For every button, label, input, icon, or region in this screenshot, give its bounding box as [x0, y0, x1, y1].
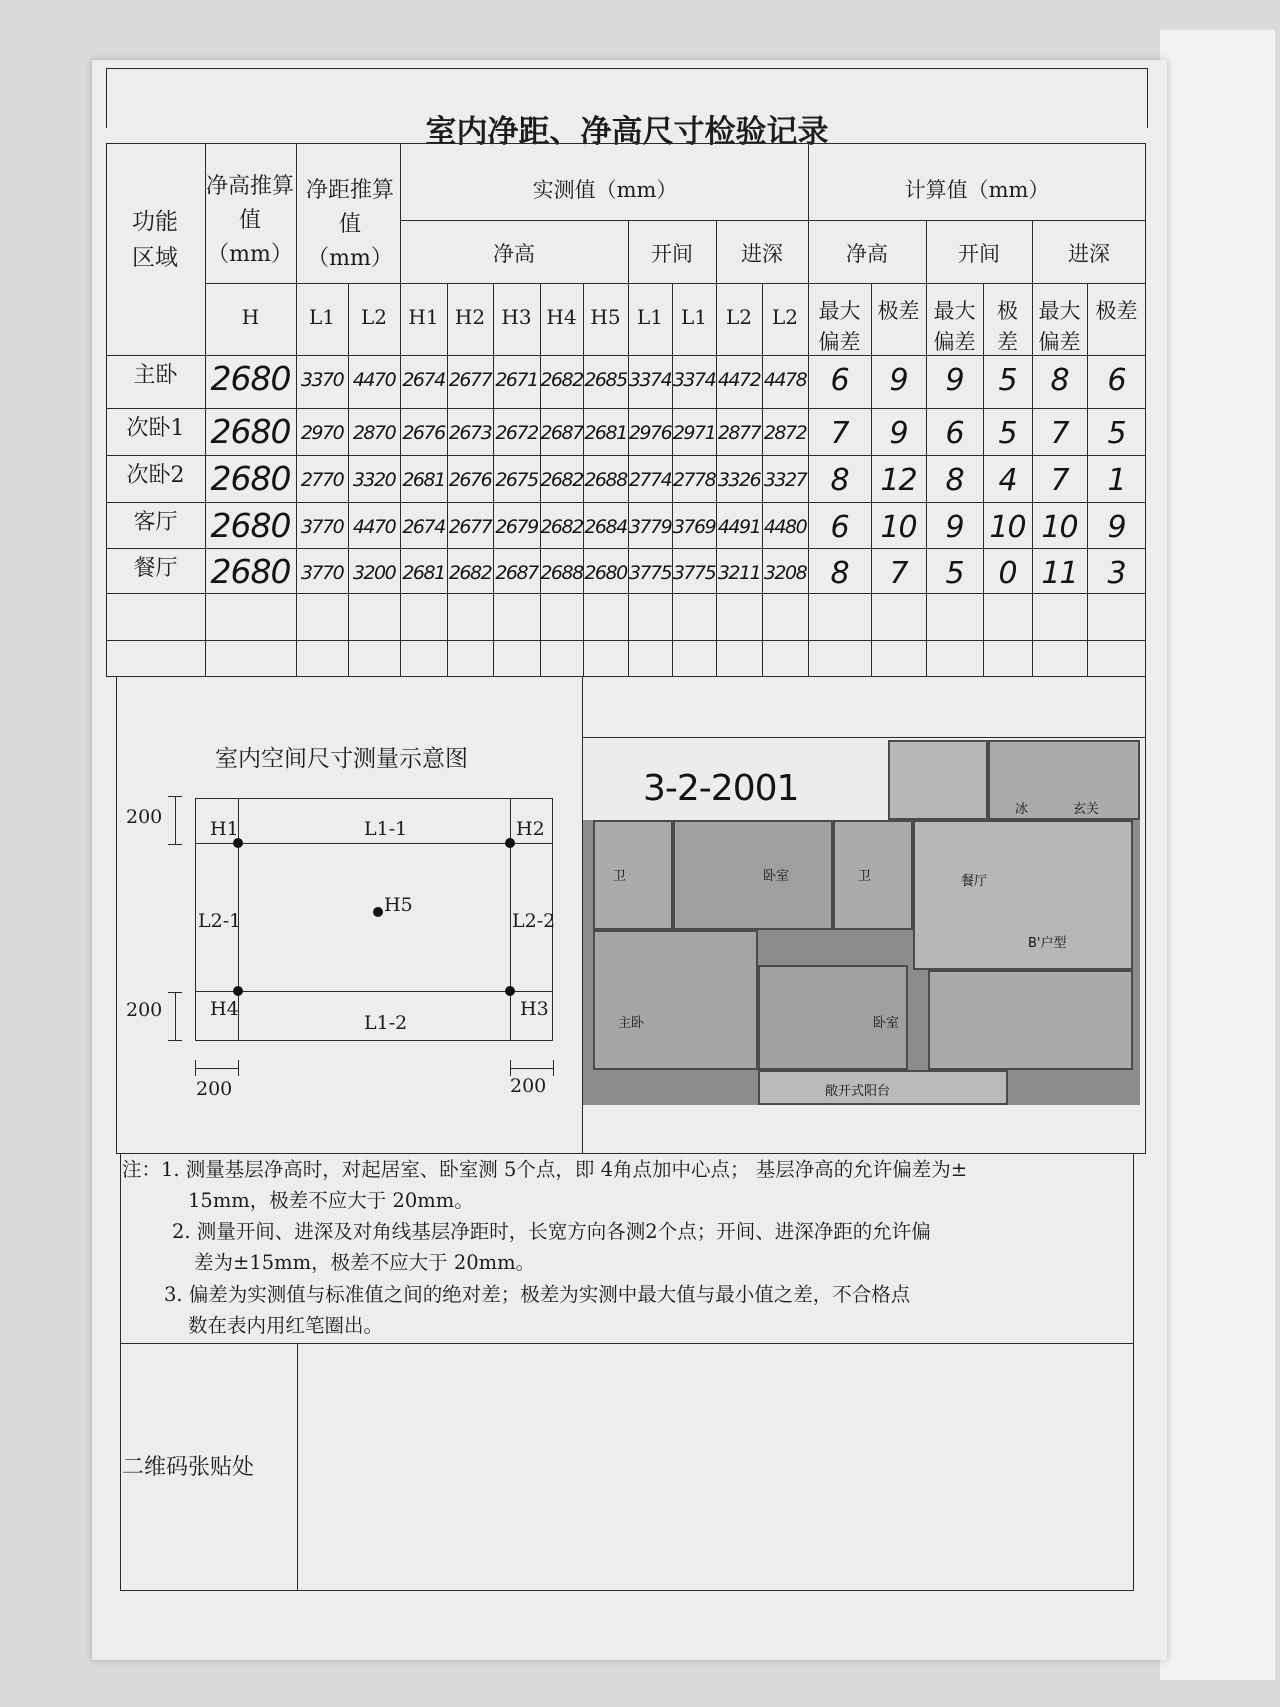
schematic-line-top [195, 843, 553, 844]
label-h5: H5 [384, 894, 413, 916]
dim-200-b: 200 [126, 999, 163, 1021]
label-l2-2: L2-2 [512, 910, 556, 932]
subhead-l1-8: L1 [636, 305, 663, 329]
row-area-label: 主卧 [133, 363, 178, 388]
cell-h: 2680 [210, 506, 291, 545]
row-line-5 [106, 593, 1146, 594]
cell-h1: 2674 [402, 369, 445, 391]
label-h1: H1 [210, 818, 239, 840]
diagram-title: 室内空间尺寸测量示意图 [215, 746, 468, 772]
note-line-5: 3. 偏差为实测值与标准值之间的绝对差；极差为实测中最大值与最小值之差，不合格点 [164, 1283, 911, 1306]
subhead-h3-5: H3 [501, 305, 532, 329]
point-h2 [505, 838, 515, 848]
paper-underneath [1160, 30, 1275, 1680]
cell-hmax: 8 [830, 463, 849, 498]
cell-dl2b: 4478 [763, 369, 807, 391]
cell-dl2b: 2872 [763, 422, 807, 444]
label-h3: H3 [520, 998, 549, 1020]
cell-l2: 3200 [352, 562, 396, 584]
cell-h1: 2681 [402, 562, 445, 584]
cell-dl2b: 3208 [763, 562, 807, 584]
dim-right [510, 1068, 553, 1069]
cell-dl2a: 4491 [717, 516, 761, 538]
col-line-dist-est [400, 143, 401, 677]
subhead-l1-1: L1 [308, 305, 335, 329]
subhead-max-dev-0: 最大偏差 [818, 299, 861, 354]
note-line-4: 差为±15mm，极差不应大于 20mm。 [194, 1251, 536, 1274]
qr-divider [297, 1343, 298, 1591]
subhead-h5-7: H5 [590, 305, 621, 329]
plan-living [928, 970, 1133, 1070]
plan-label-balcony: 敞开式阳台 [825, 1084, 891, 1099]
cell-h: 2680 [210, 552, 291, 591]
cell-l2: 4470 [352, 369, 396, 391]
cell-hrange: 9 [889, 363, 908, 398]
header-height-est: 净高推算值（mm） [205, 174, 294, 267]
cell-dl2a: 3326 [717, 469, 761, 491]
cell-bl1b: 3769 [672, 516, 716, 538]
cell-l1: 2970 [300, 422, 344, 444]
point-h3 [505, 986, 515, 996]
cell-h5: 2688 [584, 469, 627, 491]
cell-dmax: 8 [1050, 363, 1069, 398]
note-line-6: 数在表内用红笔圈出。 [188, 1314, 384, 1337]
cell-bl1b: 2971 [672, 422, 716, 444]
header-m-bay: 开间 [651, 242, 693, 266]
cell-bl1b: 3374 [672, 369, 716, 391]
cell-h1: 2681 [402, 469, 445, 491]
cell-h2: 2682 [448, 562, 492, 584]
note-line-1: 注：1. 测量基层净高时，对起居室、卧室测 5个点，即 4角点加中心点； 基层净高的允许偏差为± [122, 1158, 968, 1181]
cell-bmax: 6 [945, 416, 964, 451]
cell-hmax: 8 [830, 556, 849, 591]
qr-label: 二维码张贴处 [122, 1455, 255, 1480]
cell-h5: 2685 [584, 369, 627, 391]
note-line-3: 2. 测量开间、进深及对角线基层净距时，长宽方向各测2个点；开间、进深净距的允许偏 [172, 1220, 931, 1243]
cell-dl2b: 3327 [763, 469, 807, 491]
plan-label-bath-1: 卫 [613, 869, 627, 884]
cell-h3: 2679 [495, 516, 538, 538]
subhead-max-dev-2: 最大偏差 [933, 299, 976, 354]
plan-label-bath-2: 卫 [858, 869, 872, 884]
header-area: 功能区域 [132, 209, 178, 271]
cell-h5: 2680 [584, 562, 627, 584]
subhead-max-dev-4: 最大偏差 [1038, 299, 1081, 354]
cell-l1: 3370 [300, 369, 344, 391]
cell-dl2a: 4472 [717, 369, 761, 391]
cell-drange: 1 [1107, 463, 1126, 498]
header-c-depth: 进深 [1068, 242, 1110, 266]
row-line-4 [106, 548, 1146, 549]
header-measured: 实测值（mm） [532, 178, 678, 202]
page-title: 室内净距、净高尺寸检验记录 [425, 114, 829, 150]
dim-200-d: 200 [510, 1075, 547, 1097]
cell-dmax: 10 [1041, 510, 1078, 545]
subhead-l2-11: L2 [771, 305, 798, 329]
cell-l1: 3770 [300, 562, 344, 584]
floor-plan-image [583, 740, 1140, 1105]
cell-dl2b: 4480 [763, 516, 807, 538]
schematic-line-right [510, 798, 511, 1041]
plan-master [593, 930, 758, 1070]
cell-dmax: 11 [1041, 556, 1078, 591]
label-l1-1: L1-1 [364, 818, 408, 840]
cell-bl1a: 2774 [628, 469, 672, 491]
cell-brange: 10 [989, 510, 1026, 545]
cell-hrange: 7 [889, 556, 908, 591]
plan-entrance [988, 740, 1140, 820]
cell-drange: 3 [1107, 556, 1126, 591]
cell-bmax: 9 [945, 363, 964, 398]
dim-top-tick2 [168, 844, 182, 845]
plan-unit-number: 3-2-2001 [643, 768, 799, 809]
cell-brange: 0 [998, 556, 1017, 591]
col-line-m-height [628, 220, 629, 677]
plan-label-type: B'户型 [1028, 936, 1067, 951]
cell-brange: 4 [998, 463, 1017, 498]
col-line-height-est [296, 143, 297, 677]
cell-l2: 2870 [352, 422, 396, 444]
label-h4: H4 [210, 998, 239, 1020]
subhead-range-3: 极差 [997, 299, 1018, 354]
label-l1-2: L1-2 [364, 1012, 408, 1034]
dim-bottom-tick1 [168, 992, 182, 993]
cell-bl1a: 3779 [628, 516, 672, 538]
row-area-label: 餐厅 [133, 556, 178, 581]
cell-h4: 2682 [540, 516, 583, 538]
plan-top-line [582, 737, 1146, 738]
plan-label-dining: 餐厅 [961, 874, 988, 889]
cell-brange: 5 [998, 363, 1017, 398]
row-line-2 [106, 455, 1146, 456]
cell-dmax: 7 [1050, 463, 1069, 498]
plan-bedroom-top [673, 820, 833, 930]
cell-h5: 2684 [584, 516, 627, 538]
row-line-group [400, 220, 1146, 221]
cell-bl1a: 2976 [628, 422, 672, 444]
plan-label-master: 主卧 [618, 1016, 645, 1031]
subhead-h2-4: H2 [454, 305, 486, 329]
point-h4 [233, 986, 243, 996]
cell-brange: 5 [998, 416, 1017, 451]
cell-h4: 2687 [540, 422, 583, 444]
dim-right-tick2 [553, 1060, 554, 1076]
cell-h4: 2682 [540, 469, 583, 491]
cell-hmax: 7 [830, 416, 849, 451]
cell-bmax: 9 [945, 510, 964, 545]
subhead-range-5: 极差 [1095, 299, 1138, 323]
cell-drange: 5 [1107, 416, 1126, 451]
cell-l1: 2770 [300, 469, 344, 491]
cell-h2: 2676 [448, 469, 492, 491]
subhead-h4-6: H4 [546, 305, 577, 329]
plan-label-entrance: 玄关 [1073, 802, 1100, 817]
qr-section [120, 1343, 1134, 1591]
dim-left-tick2 [238, 1060, 239, 1076]
cell-hmax: 6 [830, 510, 849, 545]
cell-drange: 6 [1107, 363, 1126, 398]
cell-drange: 9 [1107, 510, 1126, 545]
cell-bl1a: 3775 [628, 562, 672, 584]
cell-h: 2680 [210, 412, 291, 451]
cell-h: 2680 [210, 459, 291, 498]
dim-bottom [175, 992, 176, 1040]
row-line-subhead [205, 283, 1146, 284]
label-h2: H2 [516, 818, 545, 840]
cell-dl2a: 3211 [717, 562, 761, 584]
plan-label-bedroom: 卧室 [763, 869, 790, 884]
dim-right-tick1 [510, 1060, 511, 1076]
header-dist-est: 净距推算值（mm） [305, 178, 394, 271]
dim-200-a: 200 [126, 806, 163, 828]
row-area-label: 次卧2 [126, 463, 185, 488]
cell-h5: 2681 [584, 422, 627, 444]
dim-top-tick1 [168, 796, 182, 797]
cell-dmax: 7 [1050, 416, 1069, 451]
cell-h4: 2688 [540, 562, 583, 584]
cell-h2: 2677 [448, 369, 492, 391]
cell-h3: 2675 [495, 469, 538, 491]
col-line-measured [808, 143, 809, 677]
dim-left [195, 1068, 238, 1069]
cell-l1: 3770 [300, 516, 344, 538]
cell-hrange: 12 [880, 463, 917, 498]
subhead-l1-9: L1 [680, 305, 707, 329]
cell-bl1a: 3374 [628, 369, 672, 391]
cell-h2: 2677 [448, 516, 492, 538]
row-line-3 [106, 502, 1146, 503]
header-m-height: 净高 [493, 242, 535, 266]
note-line-2: 15mm，极差不应大于 20mm。 [188, 1189, 474, 1212]
cell-h4: 2682 [540, 369, 583, 391]
cell-hrange: 9 [889, 416, 908, 451]
cell-bl1b: 3775 [672, 562, 716, 584]
plan-label-fridge: 冰 [1015, 802, 1029, 817]
cell-h2: 2673 [448, 422, 492, 444]
cell-h3: 2671 [495, 369, 538, 391]
cell-h1: 2674 [402, 516, 445, 538]
cell-l2: 4470 [352, 516, 396, 538]
cell-dl2a: 2877 [717, 422, 761, 444]
cell-hmax: 6 [830, 363, 849, 398]
cell-h3: 2672 [495, 422, 538, 444]
header-calculated: 计算值（mm） [904, 178, 1050, 202]
dim-top [175, 796, 176, 844]
plan-dining [913, 820, 1133, 970]
subhead-range-1: 极差 [877, 299, 920, 323]
plan-fridge-area [888, 740, 988, 820]
point-h5 [373, 907, 383, 917]
cell-l2: 3320 [352, 469, 396, 491]
header-m-depth: 进深 [741, 242, 783, 266]
row-area-label: 次卧1 [126, 416, 185, 441]
cell-h: 2680 [210, 359, 291, 398]
dim-bottom-tick2 [168, 1040, 182, 1041]
subhead-h-0: H [241, 305, 260, 329]
col-line-m-bay [716, 220, 717, 677]
dim-left-tick1 [195, 1060, 196, 1076]
row-line-1 [106, 408, 1146, 409]
row-area-label: 客厅 [133, 510, 178, 535]
header-c-height: 净高 [846, 242, 888, 266]
cell-bmax: 8 [945, 463, 964, 498]
plan-bath-2 [833, 820, 913, 930]
plan-bath-1 [593, 820, 673, 930]
header-c-bay: 开间 [958, 242, 1000, 266]
cell-h3: 2687 [495, 562, 538, 584]
label-l2-1: L2-1 [198, 910, 242, 932]
schematic-line-bottom [195, 991, 553, 992]
subhead-h1-3: H1 [408, 305, 439, 329]
cell-bl1b: 2778 [672, 469, 716, 491]
plan-label-bedroom-2: 卧室 [873, 1016, 900, 1031]
cell-bmax: 5 [945, 556, 964, 591]
row-line-6 [106, 640, 1146, 641]
subhead-l2-10: L2 [725, 305, 752, 329]
subhead-l2-2: L2 [360, 305, 387, 329]
cell-hrange: 10 [880, 510, 917, 545]
cell-h1: 2676 [402, 422, 445, 444]
dim-200-c: 200 [196, 1078, 233, 1100]
